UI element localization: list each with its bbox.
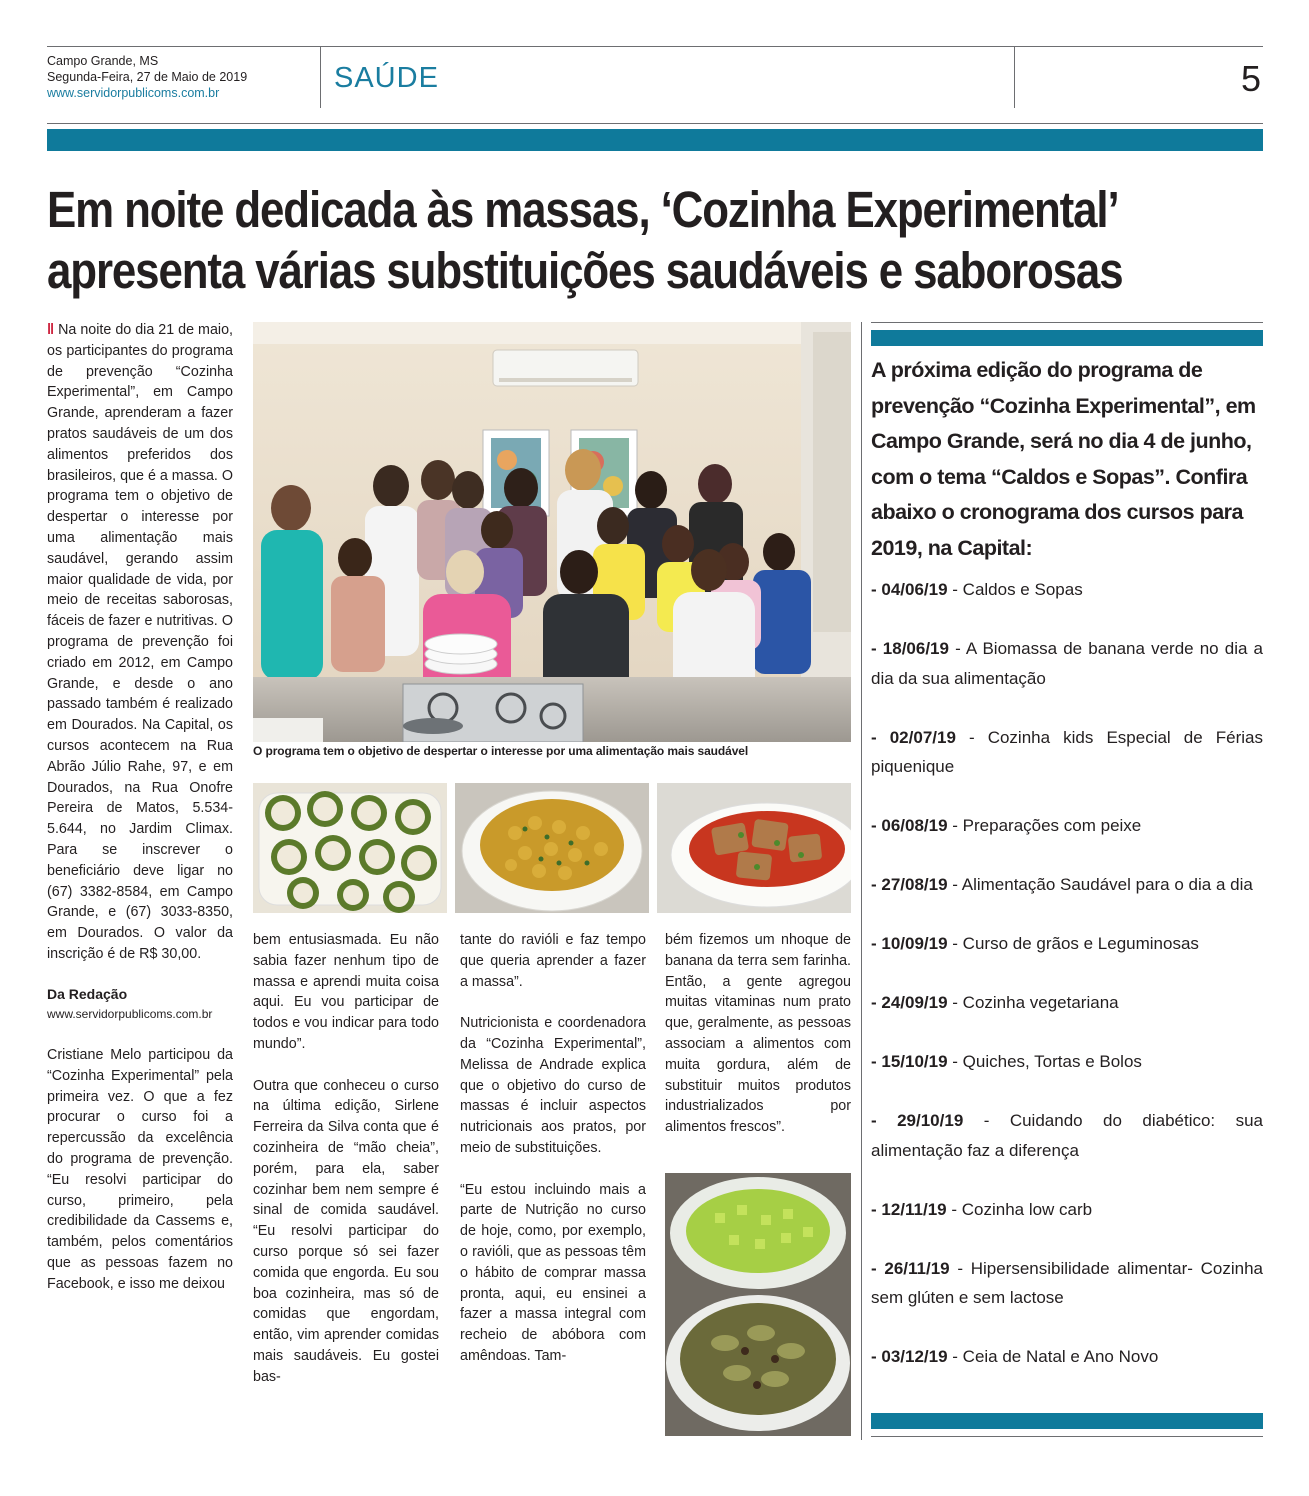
schedule-topic: - Cuidando do diabético: sua alimentação faz a diferença	[871, 1111, 1263, 1160]
group-photo-image	[253, 322, 851, 742]
schedule-date: - 03/12/19	[871, 1347, 948, 1366]
section-color-bar	[47, 129, 1263, 151]
article-paragraph: Nutricionista e coordenadora da “Cozinha Experimental”, Melissa de Andrade explica que o objetivo do curso de massas é incluir aspectos nutricionais aos pratos, por meio de substituições.	[460, 1015, 646, 1156]
food-photo-ravioli	[657, 783, 851, 913]
lead-marker-icon: ‖	[47, 322, 59, 338]
schedule-list	[871, 575, 1263, 1372]
schedule-topic: - Alimentação Saudável para o dia a dia	[947, 875, 1253, 894]
sidebar-title: A próxima edição do programa de prevenção “Cozinha Experimental”, em Campo Grande, será no dia 4 de junho, com o tema “Caldos e Sopas”. Confira abaixo o cronograma dos cursos para 2019, na Capital:	[871, 358, 1256, 560]
article-column-3	[460, 930, 646, 1367]
schedule-topic: - Caldos e Sopas	[947, 580, 1083, 599]
sidebar-top-bar	[871, 330, 1263, 346]
schedule-item	[871, 1106, 1263, 1165]
zucchini-rolls-image	[253, 783, 447, 913]
schedule-item	[871, 1342, 1263, 1372]
schedule-topic: - Hipersensibilidade alimentar- Cozinha sem glúten e sem lactose	[871, 1258, 1264, 1307]
ravioli-image	[657, 783, 851, 913]
schedule-topic: - Curso de grãos e Leguminosas	[947, 934, 1199, 953]
schedule-topic: - Preparações com peixe	[947, 816, 1142, 835]
schedule-date: - 04/06/19	[871, 580, 948, 599]
schedule-date: - 12/11/19	[871, 1199, 947, 1219]
section-title: SAÚDE	[334, 62, 439, 94]
schedule-item	[871, 634, 1263, 693]
article-column-4	[665, 930, 851, 1138]
schedule-date: - 06/08/19	[871, 816, 948, 835]
schedule-topic: - A Biomassa de banana verde no dia a dia da sua alimentação	[871, 639, 1264, 688]
gnocchi-image	[455, 783, 649, 913]
article-lead-text: Na noite do dia 21 de maio, os participantes do programa de prevenção “Cozinha Experimental”, em Campo Grande, aprenderam a fazer pratos saudáveis de um dos alimentos preferidos dos brasileiros, que é a massa. O programa tem o objetivo de despertar o interesse por uma alimentação mais saudável, gerando assim maior qualidade de vida, por meio de receitas saborosas, fáceis de fazer e nutritivas. O programa de prevenção foi criado em 2012, em Campo Grande, e desde o ano passado também é realizado em Dourados. Na Capital, os cursos acontecem na Rua Abrão Júlio Rahe, 97, e em Dourados, na Rua Onofre Pereira de Matos, 5.534-5.644, no Jardim Climax. Para se inscrever o beneficiário deve ligar no (67) 3382-8584, em Campo Grande, e (67) 3033-8350, em Dourados. O valor da inscrição é de R$ 30,00.	[47, 322, 233, 962]
article-column-2	[253, 930, 439, 1388]
schedule-date: - 27/08/19	[871, 875, 948, 894]
schedule-item	[871, 870, 1263, 900]
header-website[interactable]: www.servidorpublicoms.com.br	[47, 86, 220, 100]
schedule-date: - 02/07/19	[871, 727, 956, 747]
page-number: 5	[1241, 58, 1262, 99]
article-column-1	[47, 320, 233, 1295]
schedule-topic: - Ceia de Natal e Ano Novo	[947, 1347, 1159, 1366]
author-credit: Da Redação	[47, 985, 128, 1002]
header-city: Campo Grande, MS	[47, 54, 159, 68]
food-photo-gnocchi	[455, 783, 649, 913]
schedule-date: - 26/11/19	[871, 1258, 950, 1278]
article-paragraph: Cristiane Melo participou da “Cozinha Experimental” pela primeira vez. O que a fez procurar o curso foi a repercussão da excelência do programa de prevenção. “Eu resolvi participar do curso, primeiro, pela credibilidade da Cassems e, também, pelos comentários que as pessoas fazem no Facebook, e isso me deixou	[47, 1047, 233, 1292]
schedule-date: - 24/09/19	[871, 993, 948, 1012]
schedule-item	[871, 1047, 1263, 1077]
group-photo	[253, 322, 851, 742]
photo-caption: O programa tem o objetivo de despertar o interesse por uma alimentação mais saudável	[253, 744, 749, 758]
food-photo-zucchini-rolls	[253, 783, 447, 913]
schedule-date: - 29/10/19	[871, 1111, 964, 1130]
schedule-item	[871, 1195, 1263, 1225]
schedule-item	[871, 988, 1263, 1018]
headline-line-2: apresenta várias substituições saudáveis e saborosas	[47, 242, 1123, 299]
sidebar-top-rule	[871, 322, 1263, 323]
schedule-topic: - Cozinha vegetariana	[947, 993, 1119, 1012]
schedule-item	[871, 929, 1263, 959]
sidebar-bottom-bar	[871, 1413, 1263, 1429]
article-paragraph: tante do ravióli e faz tempo que queria aprender a fazer a massa”.	[460, 932, 646, 990]
article-paragraph: Outra que conheceu o curso na última edição, Sirlene Ferreira da Silva conta que é cozinheira de “mão cheia”, porém, para ela, saber cozinhar bem nem sempre é sinal de comida saudável. “Eu resolvi participar do curso porque só sei fazer comida que engorda. Eu sou boa cozinheira, mas só de comidas que engordam, então, vim aprender comidas mais saudáveis. Eu gostei bas-	[253, 1077, 439, 1385]
headline-line-1: Em noite dedicada às massas, ‘Cozinha Experimental’	[47, 181, 1119, 238]
header-bottom-rule	[47, 123, 1263, 124]
schedule-topic: - Cozinha low carb	[946, 1199, 1093, 1219]
author-url[interactable]: www.servidorpublicoms.com.br	[47, 1007, 213, 1022]
schedule-item	[871, 723, 1263, 782]
header-divider-right	[1014, 46, 1015, 108]
schedule-item	[871, 1254, 1263, 1313]
sidebar-bottom-rule	[871, 1436, 1263, 1437]
headline	[47, 179, 1122, 301]
sidebar-divider	[861, 322, 862, 1440]
header-date: Segunda-Feira, 27 de Maio de 2019	[47, 70, 248, 84]
header-top-rule	[47, 46, 1263, 47]
schedule-topic: - Quiches, Tortas e Bolos	[947, 1052, 1142, 1071]
schedule-date: - 18/06/19	[871, 639, 949, 658]
header-info	[47, 53, 247, 101]
header-divider-left	[320, 46, 321, 108]
article-lead-paragraph	[47, 320, 233, 965]
schedule-topic: - Cozinha kids Especial de Férias piquenique	[871, 727, 1263, 776]
salads-image	[665, 1173, 851, 1436]
schedule-date: - 15/10/19	[871, 1052, 948, 1071]
schedule-item	[871, 575, 1263, 605]
article-paragraph: “Eu estou incluindo mais a parte de Nutrição no curso de hoje, como, por exemplo, o ravióli, que as pessoas têm o hábito de comprar massa pronta, aqui, eu ensinei a fazer a massa integral com recheio de abóbora com amêndoas. Tam-	[460, 1181, 646, 1364]
article-paragraph: bém fizemos um nhoque de banana da terra sem farinha. Então, a gente agregou muitas vitaminas num prato que, geralmente, as pessoas associam a alimentos com muita gordura, além de substituir muitos produtos industrializados por alimentos frescos”.	[665, 932, 851, 1136]
article-paragraph: bem entusiasmada. Eu não sabia fazer nenhum tipo de massa e aprendi muita coisa aqui. Eu vou participar de todos e vou indicar para todo mundo”.	[253, 932, 439, 1052]
schedule-item	[871, 811, 1263, 841]
food-photo-salads	[665, 1173, 851, 1436]
schedule-date: - 10/09/19	[871, 934, 948, 953]
